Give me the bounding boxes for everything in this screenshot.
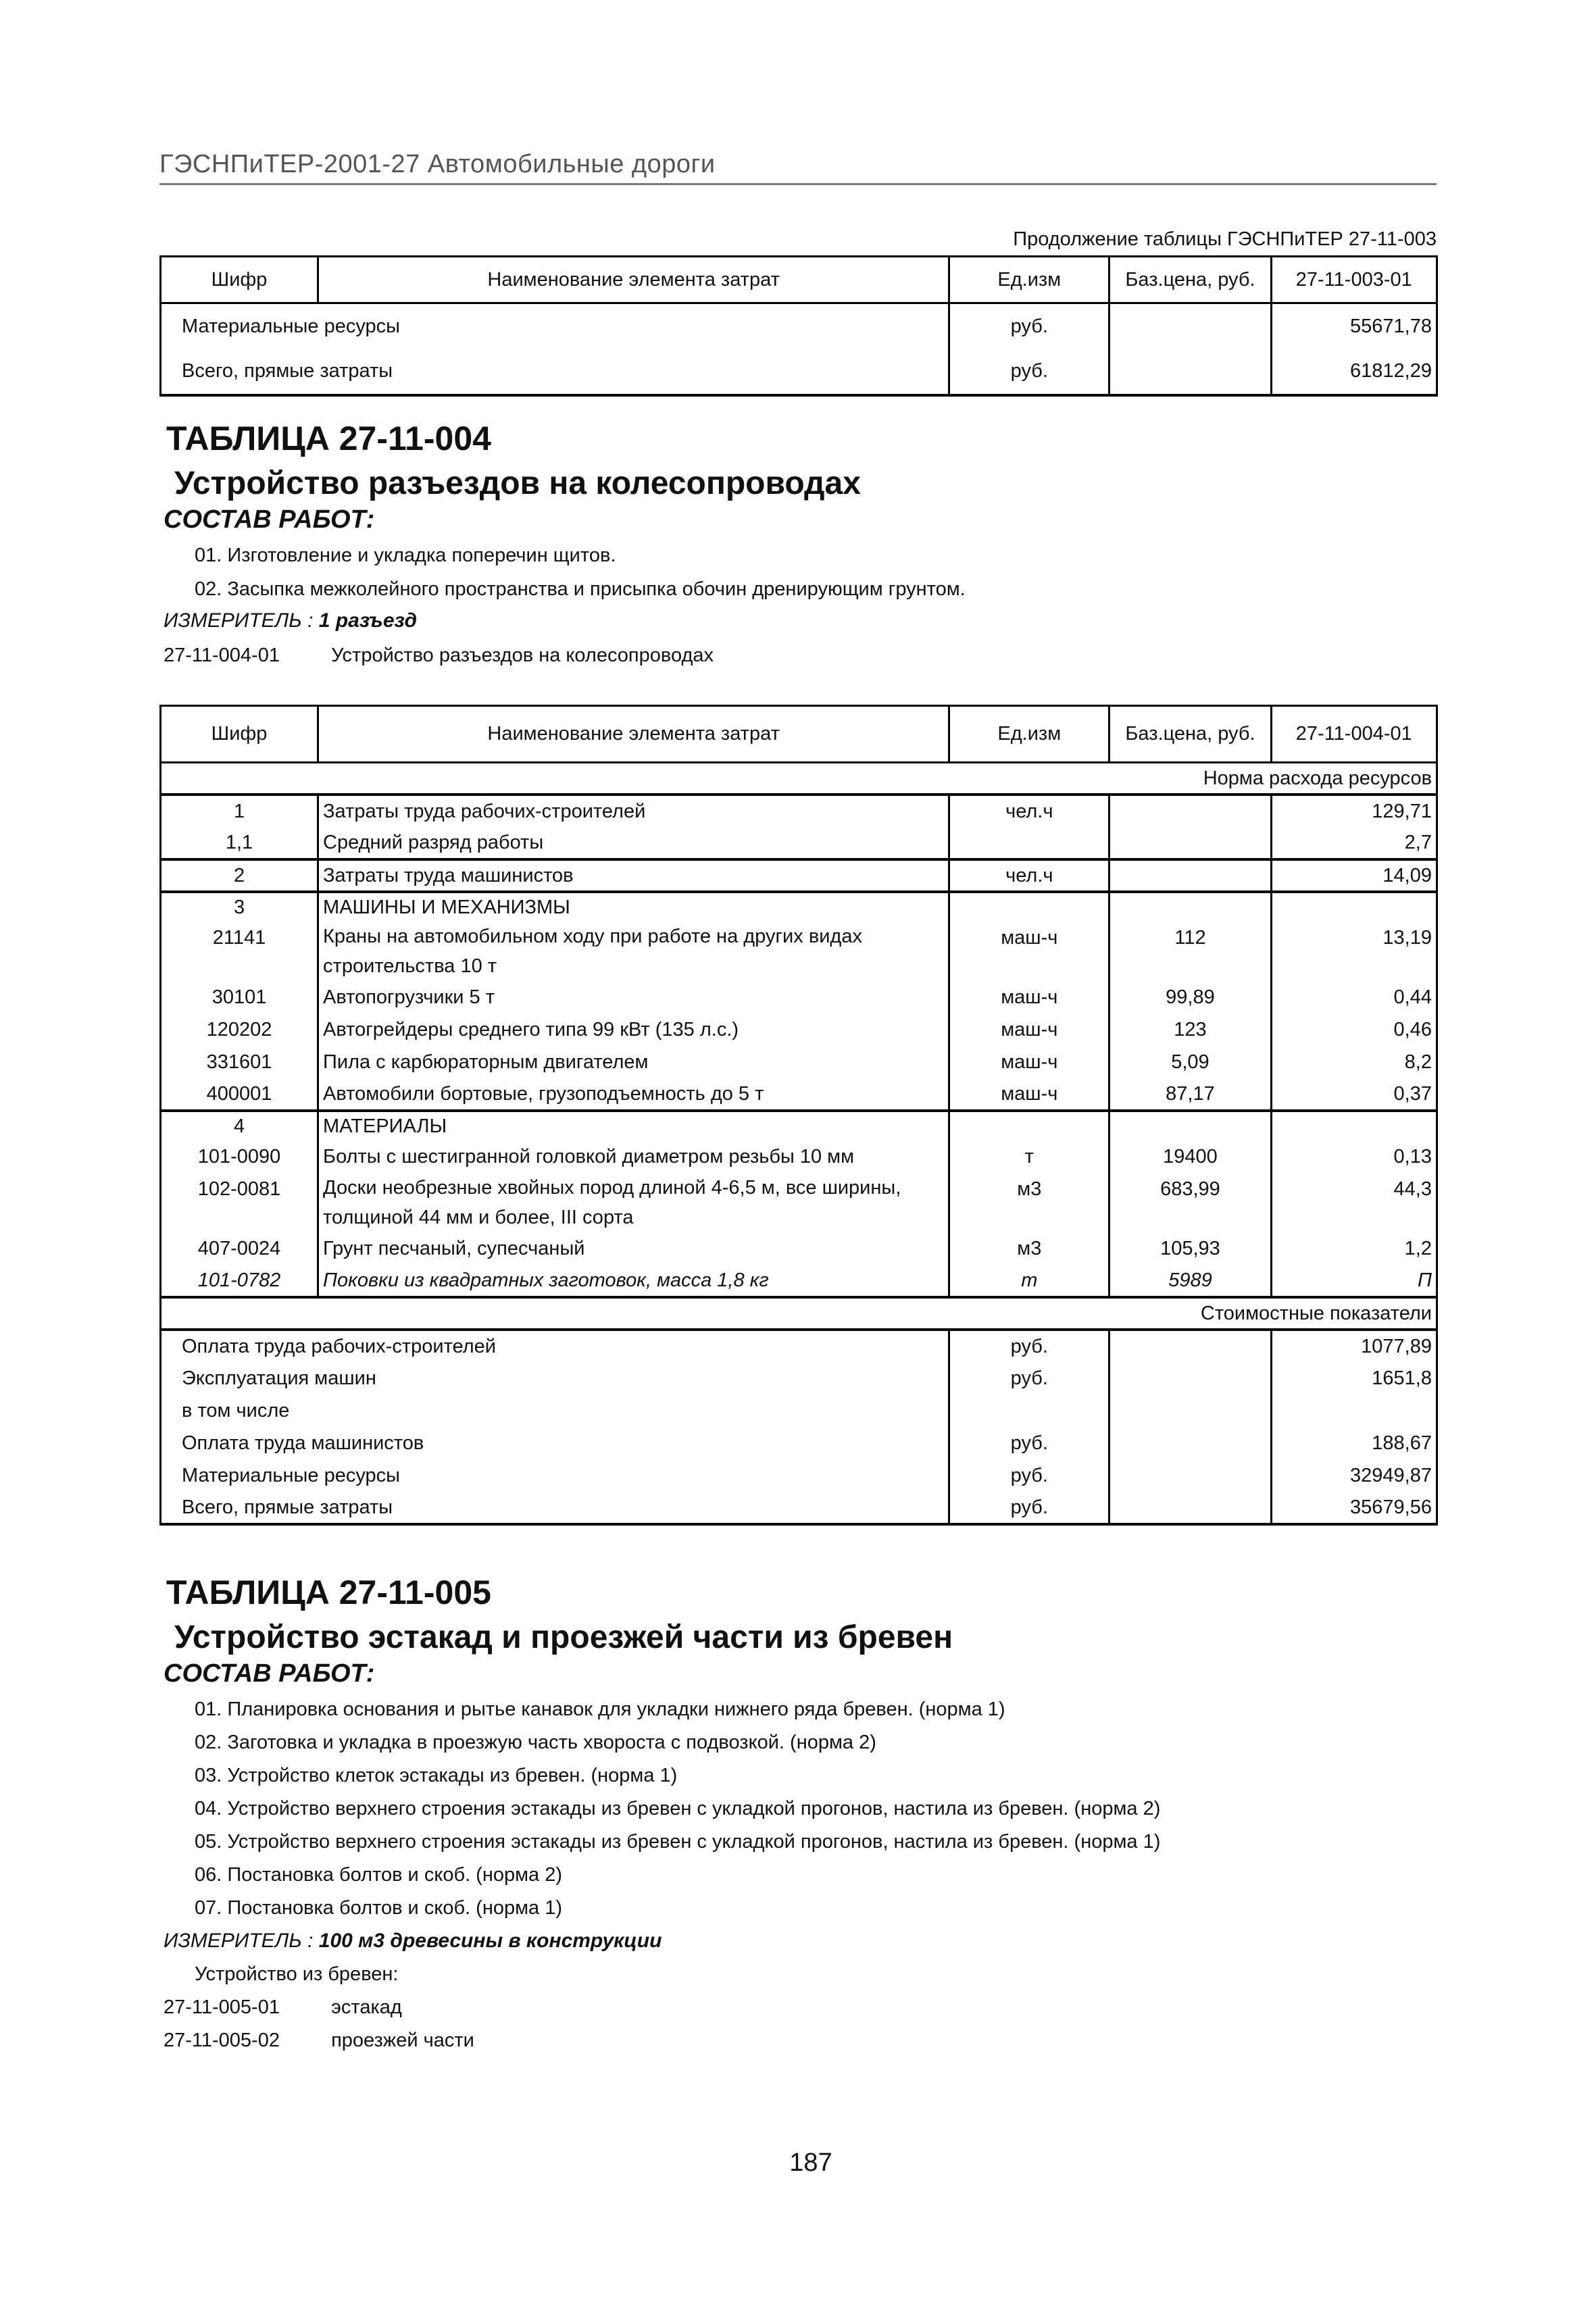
table-row bbox=[161, 1078, 1437, 1111]
cost-unit: руб. bbox=[949, 1362, 1109, 1394]
row-value: 0,46 bbox=[1271, 1013, 1437, 1046]
cost-name: Оплата труда машинистов bbox=[161, 1427, 949, 1459]
table-title: ТАБЛИЦА 27-11-004 bbox=[166, 420, 491, 457]
norm-code: 27-11-005-02 bbox=[164, 2030, 280, 2051]
norm-code-line bbox=[164, 2030, 474, 2052]
row-value: 1,2 bbox=[1271, 1232, 1437, 1265]
empty-cell bbox=[1109, 1330, 1271, 1362]
group-name: МАТЕРИАЛЫ bbox=[318, 1111, 949, 1140]
norm-code-line bbox=[164, 645, 714, 667]
work-item: 02. Заготовка и укладка в проезжую часть хвороста с подвозкой. (норма 2) bbox=[195, 1732, 876, 1753]
row-unit: руб. bbox=[949, 303, 1109, 349]
row-price bbox=[1109, 795, 1271, 827]
meter-value: 100 м3 древесины в конструкции bbox=[318, 1930, 662, 1952]
norm-code-line bbox=[164, 1996, 402, 2019]
cost-name: Всего, прямые затраты bbox=[161, 1492, 949, 1524]
table-subtitle: Устройство разъездов на колесопроводах bbox=[174, 466, 861, 501]
empty-cell bbox=[1109, 1362, 1271, 1394]
group-code: 4 bbox=[161, 1111, 318, 1140]
row-code: 30101 bbox=[161, 981, 318, 1013]
row-name: Краны на автомобильном ходу при работе на других видах строительства 10 т bbox=[318, 922, 949, 981]
work-item: 05. Устройство верхнего строения эстакады из бревен с укладкой прогонов, настила из бревен. (норма 1) bbox=[195, 1831, 1161, 1853]
row-unit: маш-ч bbox=[949, 981, 1109, 1013]
empty-cell bbox=[1109, 1492, 1271, 1524]
row-unit: маш-ч bbox=[949, 1013, 1109, 1046]
table-27-11-003-continuation bbox=[159, 255, 1438, 397]
cost-label-row bbox=[161, 1297, 1437, 1330]
row-code: 2 bbox=[161, 859, 318, 892]
cost-label: Стоимостные показатели bbox=[161, 1297, 1437, 1330]
row-name: Автопогрузчики 5 т bbox=[318, 981, 949, 1013]
row-value: 55671,78 bbox=[1271, 303, 1437, 349]
row-unit: м3 bbox=[949, 1173, 1109, 1232]
table-header-row bbox=[161, 706, 1437, 763]
table-row bbox=[161, 349, 1437, 395]
table-title: ТАБЛИЦА 27-11-005 bbox=[166, 1574, 491, 1611]
table-row bbox=[161, 922, 1437, 981]
cost-value: 1077,89 bbox=[1271, 1330, 1437, 1362]
row-price bbox=[1109, 349, 1271, 395]
row-value: 61812,29 bbox=[1271, 349, 1437, 395]
row-price: 87,17 bbox=[1109, 1078, 1271, 1111]
cost-unit bbox=[949, 1394, 1109, 1427]
cost-value: 188,67 bbox=[1271, 1427, 1437, 1459]
work-item: 01. Планировка основания и рытье канавок для укладки нижнего ряда бревен. (норма 1) bbox=[195, 1699, 1005, 1720]
row-price bbox=[1109, 827, 1271, 859]
row-price: 5989 bbox=[1109, 1265, 1271, 1297]
cost-row bbox=[161, 1427, 1437, 1459]
row-unit: маш-ч bbox=[949, 922, 1109, 981]
row-code: 1 bbox=[161, 795, 318, 827]
row-code: 101-0782 bbox=[161, 1265, 318, 1297]
row-value: 13,19 bbox=[1271, 922, 1437, 981]
empty-cell bbox=[1109, 1459, 1271, 1492]
empty-cell bbox=[1109, 1394, 1271, 1427]
norm-code-description: Устройство разъездов на колесопроводах bbox=[331, 645, 714, 666]
cost-row bbox=[161, 1459, 1437, 1492]
table-27-11-004 bbox=[159, 705, 1438, 1526]
row-name: Поковки из квадратных заготовок, масса 1,8 кг bbox=[318, 1265, 949, 1297]
col-header-norm-code: 27-11-004-01 bbox=[1271, 706, 1437, 763]
row-value: 0,13 bbox=[1271, 1140, 1437, 1173]
cost-row bbox=[161, 1492, 1437, 1524]
cost-name: Эксплуатация машин bbox=[161, 1362, 949, 1394]
work-item: 02. Засыпка межколейного пространства и присыпка обочин дренирующим грунтом. bbox=[195, 578, 966, 600]
row-value: П bbox=[1271, 1265, 1437, 1297]
row-price: 99,89 bbox=[1109, 981, 1271, 1013]
table-row bbox=[161, 303, 1437, 349]
meter-line bbox=[164, 1930, 662, 1953]
empty-cell bbox=[1109, 1111, 1271, 1140]
table-row bbox=[161, 1232, 1437, 1265]
cost-unit: руб. bbox=[949, 1492, 1109, 1524]
row-value: 14,09 bbox=[1271, 859, 1437, 892]
table-row bbox=[161, 1265, 1437, 1297]
work-item: 06. Постановка болтов и скоб. (норма 2) bbox=[195, 1864, 563, 1886]
row-name: Грунт песчаный, супесчаный bbox=[318, 1232, 949, 1265]
cost-value: 1651,8 bbox=[1271, 1362, 1437, 1394]
row-value: 129,71 bbox=[1271, 795, 1437, 827]
cost-value: 35679,56 bbox=[1271, 1492, 1437, 1524]
row-value: 0,37 bbox=[1271, 1078, 1437, 1111]
col-header-name: Наименование элемента затрат bbox=[318, 706, 949, 763]
row-value: 0,44 bbox=[1271, 981, 1437, 1013]
codes-intro: Устройство из бревен: bbox=[195, 1963, 399, 1985]
work-item: 03. Устройство клеток эстакады из бревен. (норма 1) bbox=[195, 1765, 678, 1786]
row-price: 5,09 bbox=[1109, 1046, 1271, 1078]
cost-row bbox=[161, 1330, 1437, 1362]
row-code: 407-0024 bbox=[161, 1232, 318, 1265]
table-row bbox=[161, 1140, 1437, 1173]
meter-line bbox=[164, 609, 417, 632]
norm-code-description: проезжей части bbox=[331, 2030, 474, 2051]
table-row bbox=[161, 1013, 1437, 1046]
work-composition-heading: СОСТАВ РАБОТ: bbox=[164, 1659, 375, 1688]
cost-value: 32949,87 bbox=[1271, 1459, 1437, 1492]
row-code: 102-0081 bbox=[161, 1173, 318, 1232]
cost-name: в том числе bbox=[161, 1394, 949, 1427]
group-name: МАШИНЫ И МЕХАНИЗМЫ bbox=[318, 892, 949, 922]
table-row bbox=[161, 981, 1437, 1013]
table-subtitle: Устройство эстакад и проезжей части из бревен bbox=[174, 1619, 953, 1655]
table-row bbox=[161, 827, 1437, 859]
row-unit: чел.ч bbox=[949, 795, 1109, 827]
empty-cell bbox=[1109, 892, 1271, 922]
empty-cell bbox=[949, 892, 1109, 922]
row-name: Всего, прямые затраты bbox=[161, 349, 949, 395]
row-unit: руб. bbox=[949, 349, 1109, 395]
row-name: Болты с шестигранной головкой диаметром резьбы 10 мм bbox=[318, 1140, 949, 1173]
row-price: 683,99 bbox=[1109, 1173, 1271, 1232]
norm-code: 27-11-004-01 bbox=[164, 645, 280, 666]
table-continuation-caption: Продолжение таблицы ГЭСНПиТЕР 27-11-003 bbox=[1013, 228, 1437, 250]
col-header-unit: Ед.изм bbox=[949, 257, 1109, 303]
norm-code: 27-11-005-01 bbox=[164, 1996, 280, 2018]
group-code: 3 bbox=[161, 892, 318, 922]
row-price bbox=[1109, 859, 1271, 892]
work-item: 04. Устройство верхнего строения эстакады из бревен с укладкой прогонов, настила из бревен. (норма 2) bbox=[195, 1798, 1161, 1819]
row-name: Затраты труда машинистов bbox=[318, 859, 949, 892]
empty-cell bbox=[1271, 892, 1437, 922]
row-unit: маш-ч bbox=[949, 1078, 1109, 1111]
empty-cell bbox=[1271, 1111, 1437, 1140]
cost-value bbox=[1271, 1394, 1437, 1427]
group-header-row bbox=[161, 892, 1437, 922]
col-header-unit: Ед.изм bbox=[949, 706, 1109, 763]
row-price: 19400 bbox=[1109, 1140, 1271, 1173]
row-code: 120202 bbox=[161, 1013, 318, 1046]
row-name: Пила с карбюраторным двигателем bbox=[318, 1046, 949, 1078]
col-header-price: Баз.цена, руб. bbox=[1109, 706, 1271, 763]
table-row bbox=[161, 1173, 1437, 1232]
col-header-code: Шифр bbox=[161, 706, 318, 763]
cost-unit: руб. bbox=[949, 1330, 1109, 1362]
row-code: 21141 bbox=[161, 922, 318, 981]
work-item: 07. Постановка болтов и скоб. (норма 1) bbox=[195, 1897, 563, 1919]
empty-cell bbox=[949, 1111, 1109, 1140]
group-header-row bbox=[161, 1111, 1437, 1140]
row-price bbox=[1109, 303, 1271, 349]
meter-value: 1 разъезд bbox=[318, 609, 417, 632]
row-price: 123 bbox=[1109, 1013, 1271, 1046]
cost-unit: руб. bbox=[949, 1427, 1109, 1459]
norm-label-row bbox=[161, 763, 1437, 795]
empty-cell bbox=[1109, 1427, 1271, 1459]
norm-code-description: эстакад bbox=[331, 1996, 402, 2018]
work-item: 01. Изготовление и укладка поперечин щитов. bbox=[195, 545, 616, 566]
row-name: Автогрейдеры среднего типа 99 кВт (135 л.с.) bbox=[318, 1013, 949, 1046]
row-unit: м3 bbox=[949, 1232, 1109, 1265]
row-code: 101-0090 bbox=[161, 1140, 318, 1173]
work-composition-heading: СОСТАВ РАБОТ: bbox=[164, 505, 375, 534]
page-number: 187 bbox=[789, 2148, 832, 2177]
row-price: 112 bbox=[1109, 922, 1271, 981]
row-unit bbox=[949, 827, 1109, 859]
row-code: 331601 bbox=[161, 1046, 318, 1078]
row-name: Доски необрезные хвойных пород длиной 4-6,5 м, все ширины, толщиной 44 мм и более, III сорта bbox=[318, 1173, 949, 1232]
row-code: 400001 bbox=[161, 1078, 318, 1111]
row-price: 105,93 bbox=[1109, 1232, 1271, 1265]
row-unit: чел.ч bbox=[949, 859, 1109, 892]
col-header-price: Баз.цена, руб. bbox=[1109, 257, 1271, 303]
row-value: 2,7 bbox=[1271, 827, 1437, 859]
cost-unit: руб. bbox=[949, 1459, 1109, 1492]
meter-label: ИЗМЕРИТЕЛЬ : bbox=[164, 1930, 314, 1952]
row-name: Материальные ресурсы bbox=[161, 303, 949, 349]
cost-name: Материальные ресурсы bbox=[161, 1459, 949, 1492]
row-unit: маш-ч bbox=[949, 1046, 1109, 1078]
row-name: Автомобили бортовые, грузоподъемность до 5 т bbox=[318, 1078, 949, 1111]
running-header: ГЭСНПиТЕР-2001-27 Автомобильные дороги bbox=[159, 150, 1437, 185]
row-value: 8,2 bbox=[1271, 1046, 1437, 1078]
cost-row bbox=[161, 1394, 1437, 1427]
table-row bbox=[161, 795, 1437, 827]
table-header-row bbox=[161, 257, 1437, 303]
row-unit: т bbox=[949, 1265, 1109, 1297]
row-name: Средний разряд работы bbox=[318, 827, 949, 859]
row-unit: т bbox=[949, 1140, 1109, 1173]
cost-row bbox=[161, 1362, 1437, 1394]
meter-label: ИЗМЕРИТЕЛЬ : bbox=[164, 609, 314, 632]
norm-label: Норма расхода ресурсов bbox=[161, 763, 1437, 795]
row-code: 1,1 bbox=[161, 827, 318, 859]
col-header-name: Наименование элемента затрат bbox=[318, 257, 949, 303]
cost-name: Оплата труда рабочих-строителей bbox=[161, 1330, 949, 1362]
table-row bbox=[161, 859, 1437, 892]
col-header-norm-code: 27-11-003-01 bbox=[1271, 257, 1437, 303]
col-header-code: Шифр bbox=[161, 257, 318, 303]
row-value: 44,3 bbox=[1271, 1173, 1437, 1232]
row-name: Затраты труда рабочих-строителей bbox=[318, 795, 949, 827]
table-row bbox=[161, 1046, 1437, 1078]
